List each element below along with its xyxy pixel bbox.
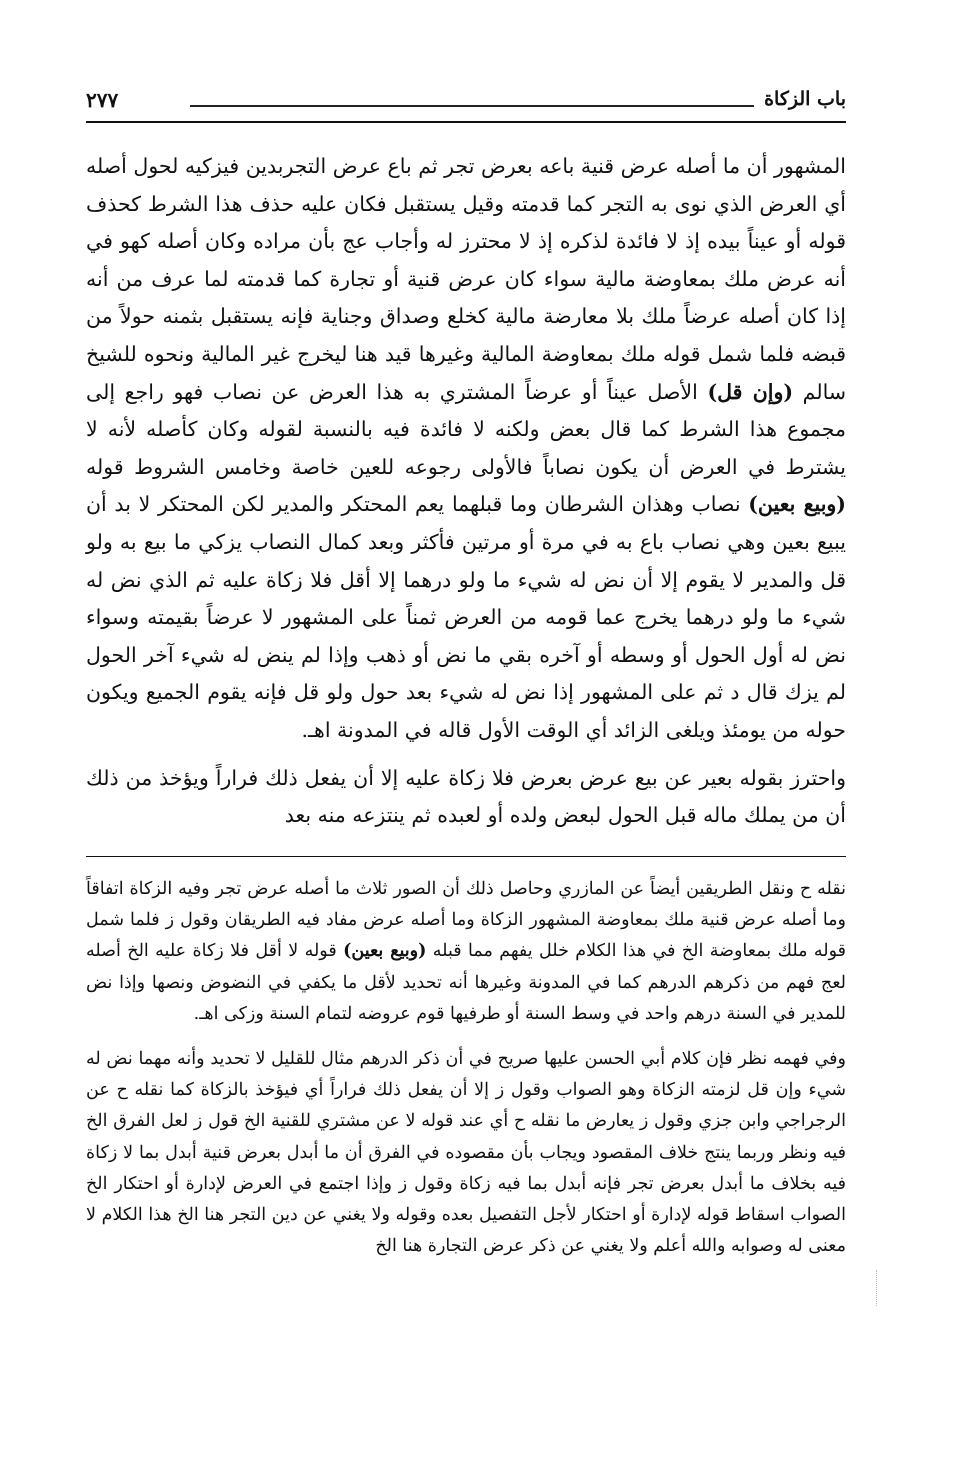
- footnote-divider: [86, 856, 846, 857]
- main-text-part: نصاب وهذان الشرطان وما قبلهما يعم المحتكر والمدير لكن المحتكر لا بد أن يبيع بعين وهي نصاب باع به في مرة أو مرتين فأكثر وبعد كمال النصاب يزكي ما بيع به ولو قل والمدير لا يقوم إلا أن نض له شيء ما ولو درهما إلا أقل فلا زكاة عليه ثم الذي نض له شيء ما ولو درهما يخرج عما قومه من العرض ثمناً على المشهور لا عرضاً بقيمته وسواء نض له أول الحول أو وسطه أو آخره بقي ما نض أو ذهب وإذا لم ينض له شيء آخر الحول لم يزك قال د ثم على المشهور إذا نض له شيء بعد حول ولو قل فإنه يقوم الجميع ويكون حوله من يومئذ ويلغى الزائد أي الوقت الأول قاله في المدونة اهـ.: [86, 492, 846, 742]
- main-paragraph-2: واحترز بقوله بعير عن بيع عرض بعرض فلا زكاة عليه إلا أن يفعل ذلك فراراً ويؤخذ من ذلك أن من يملك ماله قبل الحول لبعض ولده أو لعبده ثم ينتزعه منه بعد: [86, 765, 846, 828]
- footnotes: [86, 874, 846, 1262]
- page-header: [86, 86, 846, 120]
- footnote-text-part: قوله لا أقل فلا زكاة عليه الخ أصله لعج فهم من ذكرهم الدرهم كما في المدونة وغيرها أنه تحديد لأقل ما يكفي في النضوض ونصها وإذا نض للمدير في السنة درهم واحد في وسط السنة أو طرفيها قوم عروضه لتمام السنة وزكى اهـ.: [86, 941, 846, 1024]
- footnote-paragraph-2: وفي فهمه نظر فإن كلام أبي الحسن عليها صريح في أن ذكر الدرهم مثال للقليل لا تحديد وأنه مهما نض له شيء وإن قل لزمته الزكاة وهو الصواب وقول ز إلا أن يفعل ذلك فراراً أي فيؤخذ بالزكاة كما نقله ح عن الرجراجي وابن جزي وقول ز يعارض ما نقله ح أي عند قوله لا عن مشتري للقنية الخ قول ز لعل الفرق الخ فيه ونظر وربما ينتج خلاف المقصود ويجاب بأن مقصوده في الفرق أن ما أبدل بعرض قنية أبدل بما لا زكاة فيه بخلاف ما أبدل بعرض تجر فإنه أبدل بما فيه زكاة وقول ز وإذا اجتمع في العرض لإدارة أو احتكار الخ الصواب اسقاط قوله لإدارة أو احتكار لأجل التفصيل بعده وقوله ولا يغني عن دين التجر هنا الخ هذا الكلام لا معنى له وصوابه والله أعلم ولا يغني عن ذكر عرض التجارة هنا الخ: [86, 1049, 846, 1257]
- main-text: [86, 148, 846, 835]
- footnote-paragraph-1: [86, 874, 846, 1030]
- bold-phrase-wa-bia-bi-ayn: (وبيع بعين): [748, 492, 846, 517]
- header-rule: [86, 121, 846, 123]
- running-head: باب الزكاة: [764, 88, 846, 110]
- main-text-part: الأصل عيناً أو عرضاً المشتري به هذا العرض عن نصاب فهو راجع إلى مجموع هذا الشرط كما قال بعض ولكنه لا فائدة فيه بالنسبة لقوله وكان كأصله لأنه لا يشترط في العرض أن يكون نصاباً فالأولى رجوعه للعين خاصة وخامس الشروط قوله: [86, 379, 846, 479]
- footnote-bold-phrase: (وبيع بعين): [343, 941, 427, 962]
- page-number: ٢٧٧: [86, 88, 119, 112]
- main-text-part: المشهور أن ما أصله عرض قنية باعه بعرض تجر ثم باع عرض التجربدين فيزكيه لحول أصله أي العرض الذي نوى به التجر كما قدمته وقيل يستقبل فكان عليه حذف هذا الشرط كحذف قوله أو عيناً بيده إذ لا فائدة لذكره إذ لا محترز له وأجاب عج بأن مراده وكان أصله كهو في أنه عرض ملك بمعاوضة مالية سواء كان عرض قنية أو تجارة كما قدمته لما عرف من أنه إذا كان أصله عرضاً ملك بلا معارضة مالية كخلع وصداق وجناية فإنه يستقبل بثمنه حولاً من قبضه فلما شمل قوله ملك بمعاوضة المالية وغيرها قيد هنا ليخرج غير المالية ونحوه للشيخ سالم: [86, 154, 846, 404]
- header-divider: [190, 105, 754, 107]
- scan-margin-mark: [876, 1270, 878, 1306]
- main-paragraph-1: [86, 148, 846, 750]
- footnote-text-part: نقله ح ونقل الطريقين أيضاً عن المازري وحاصل ذلك أن الصور ثلاث ما أصله عرض تجر وفيه الزكاة اتفاقاً وما أصله عرض قنية ملك بمعاوضة المشهور الزكاة وما أصله عرض مفاد فيه الطريقان وقول ز فلما شمل قوله ملك بمعاوضة الخ في هذا الكلام خلل يفهم مما قبله: [86, 879, 846, 962]
- bold-phrase-wa-in-qalla: (وإن قل): [707, 379, 794, 404]
